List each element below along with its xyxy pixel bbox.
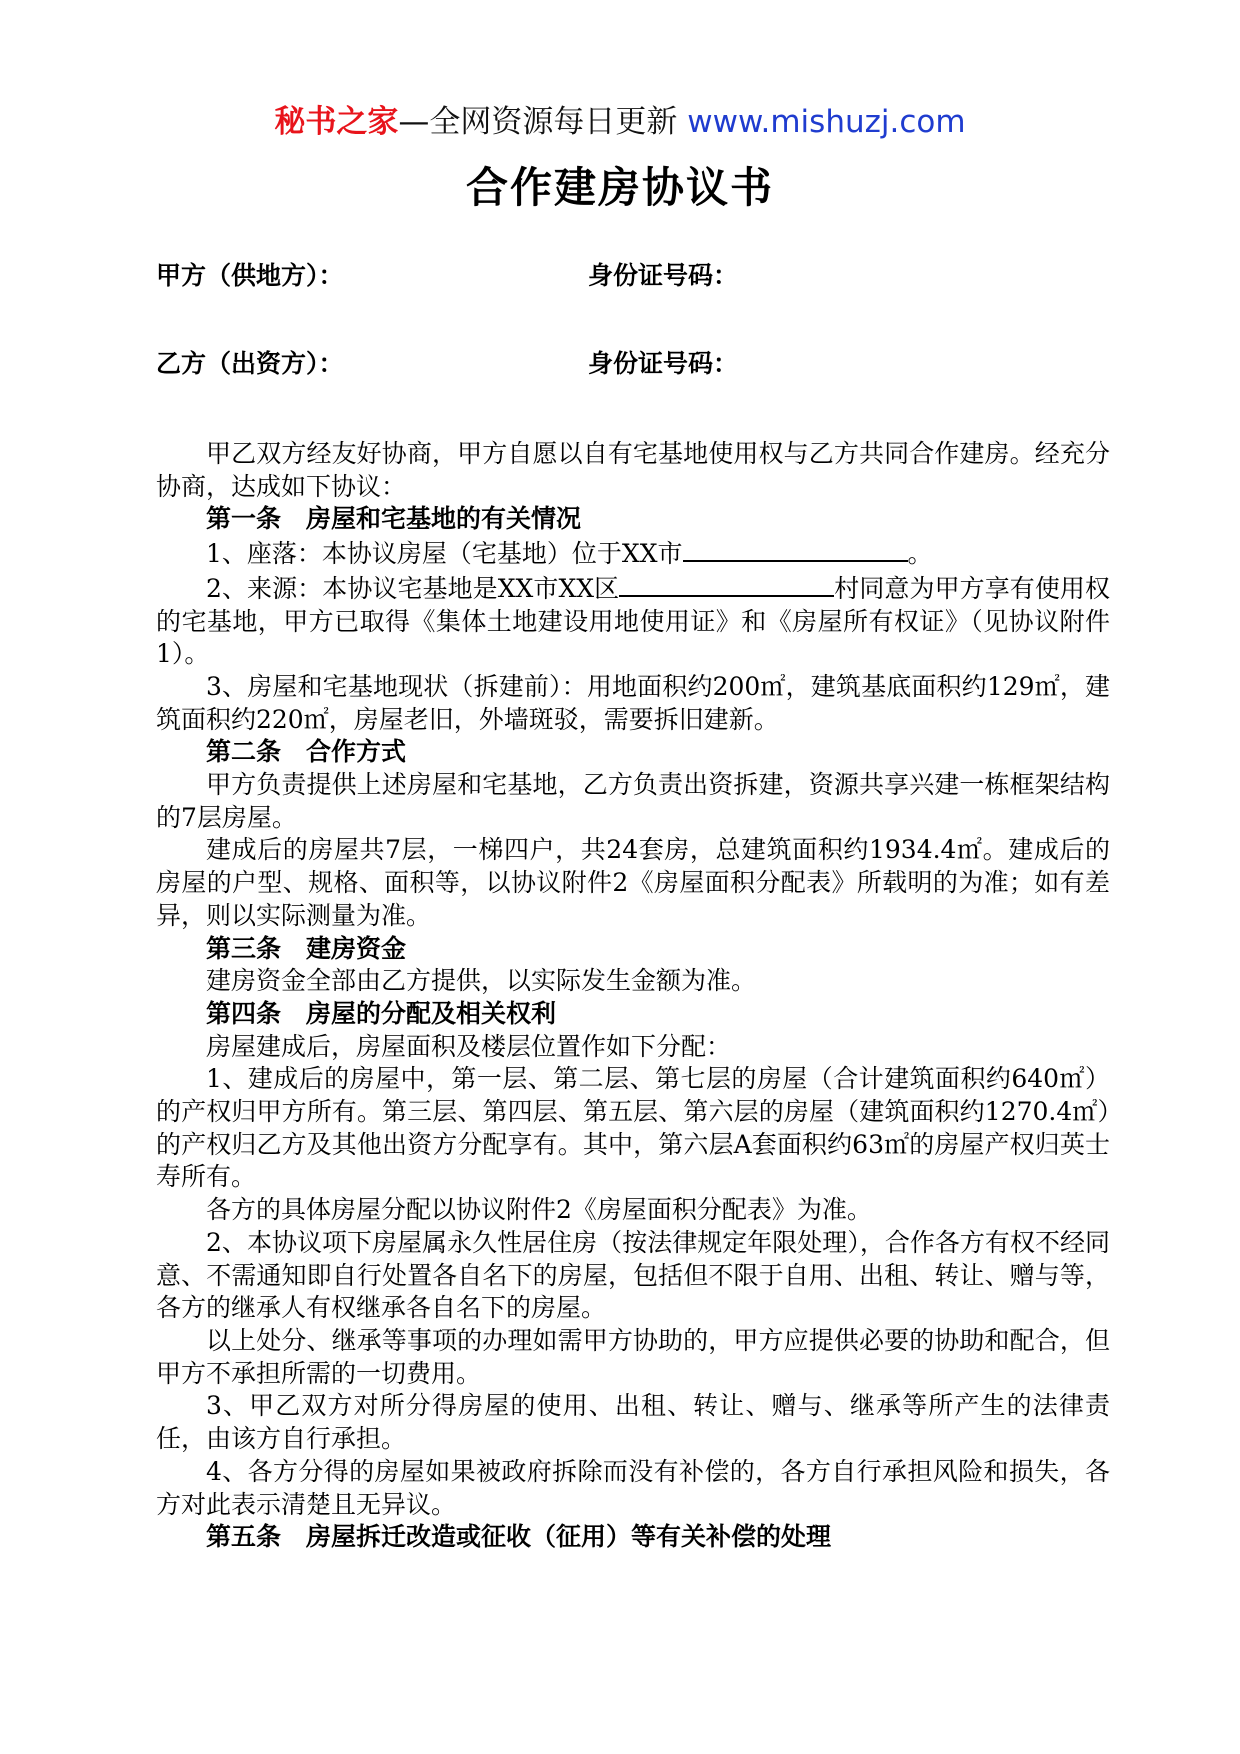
agreement-body [156, 438, 1110, 1554]
document-title: 合作建房协议书 [465, 163, 774, 212]
article-4-clause-1: 1、建成后的房屋中，第一层、第二层、第七层的房屋（合计建筑面积约640㎡）的产权归甲方所有。第三层、第四层、第五层、第六层的房屋（建筑面积约1270.4㎡）的产权归乙方及其他出资方分配享有。其中，第六层A套面积约63㎡的房屋产权归英士寿所有。 [156, 1064, 1110, 1192]
article-4-clause-4: 4、各方分得的房屋如果被政府拆除而没有补偿的，各方自行承担风险和损失，各方对此表示清楚且无异议。 [156, 1456, 1110, 1519]
site-url-link[interactable]: www.mishuzj.com [687, 104, 966, 140]
article-3-paragraph-1: 建房资金全部由乙方提供，以实际发生金额为准。 [206, 966, 757, 996]
clause-text: 2、来源：本协议宅基地是XX市XX区 [206, 573, 620, 603]
party-a-label: 甲方（供地方）： [156, 261, 344, 290]
article-4-clause-3: 3、甲乙双方对所分得房屋的使用、出租、转让、赠与、继承等所产生的法律责任，由该方自行承担。 [156, 1391, 1110, 1454]
article-4-clause-2: 2、本协议项下房屋属永久性居住房（按法律规定年限处理），合作各方有权不经同意、不需通知即自行处置各自名下的房屋，包括但不限于自用、出租、转让、赠与等，各方的继承人有权继承各自名下的房屋。 [156, 1227, 1110, 1323]
article-4-paragraph-5: 以上处分、继承等事项的办理如需甲方协助的，甲方应提供必要的协助和配合，但甲方不承担所需的一切费用。 [156, 1325, 1110, 1388]
site-header [0, 100, 1240, 144]
header-tagline: —全网资源每日更新 [398, 104, 678, 140]
article-2-heading: 第二条 合作方式 [206, 737, 407, 767]
clause-text: 。 [907, 539, 933, 569]
article-4-heading: 第四条 房屋的分配及相关权利 [206, 998, 557, 1028]
article-4-paragraph-1: 房屋建成后，房屋面积及楼层位置作如下分配： [206, 1031, 732, 1061]
district-blank-line [619, 571, 834, 597]
party-b-id-label: 身份证号码： [588, 349, 739, 378]
location-blank-line [683, 536, 908, 562]
article-1-heading: 第一条 房屋和宅基地的有关情况 [206, 504, 582, 534]
article-3-heading: 第三条 建房资金 [206, 933, 407, 963]
article-1-clause-3: 3、房屋和宅基地现状（拆建前）：用地面积约200㎡，建筑基底面积约129㎡，建筑面积约220㎡，房屋老旧，外墙斑驳，需要拆旧建新。 [156, 671, 1110, 734]
article-2-paragraph-1: 甲方负责提供上述房屋和宅基地，乙方负责出资拆建，资源共享兴建一栋框架结构的7层房屋。 [156, 770, 1110, 832]
brand-name: 秘书之家 [274, 104, 399, 140]
article-4-paragraph-3: 各方的具体房屋分配以协议附件2《房屋面积分配表》为准。 [206, 1195, 872, 1225]
intro-paragraph: 甲乙双方经友好协商，甲方自愿以自有宅基地使用权与乙方共同合作建房。经充分协商，达成如下协议： [156, 439, 1110, 501]
article-5-heading: 第五条 房屋拆迁改造或征收（征用）等有关补偿的处理 [206, 1522, 832, 1552]
article-1-clause-1 [156, 536, 1110, 571]
party-b-label: 乙方（出资方）： [156, 349, 344, 378]
article-2-paragraph-2: 建成后的房屋共7层，一梯四户，共24套房，总建筑面积约1934.4㎡。建成后的房屋的户型、规格、面积等，以协议附件2《房屋面积分配表》所载明的为准；如有差异，则以实际测量为准。 [156, 835, 1110, 930]
clause-text: 1、座落：本协议房屋（宅基地）位于XX市 [206, 539, 683, 569]
party-a-id-label: 身份证号码： [588, 261, 739, 290]
article-1-clause-2 [156, 571, 1110, 671]
clause-text: 村同意为甲方享有使用权的宅基地，甲方已取得《集体土地建设用地使用证》和《房屋所有权证》（见协议附件1）。 [156, 573, 1110, 669]
